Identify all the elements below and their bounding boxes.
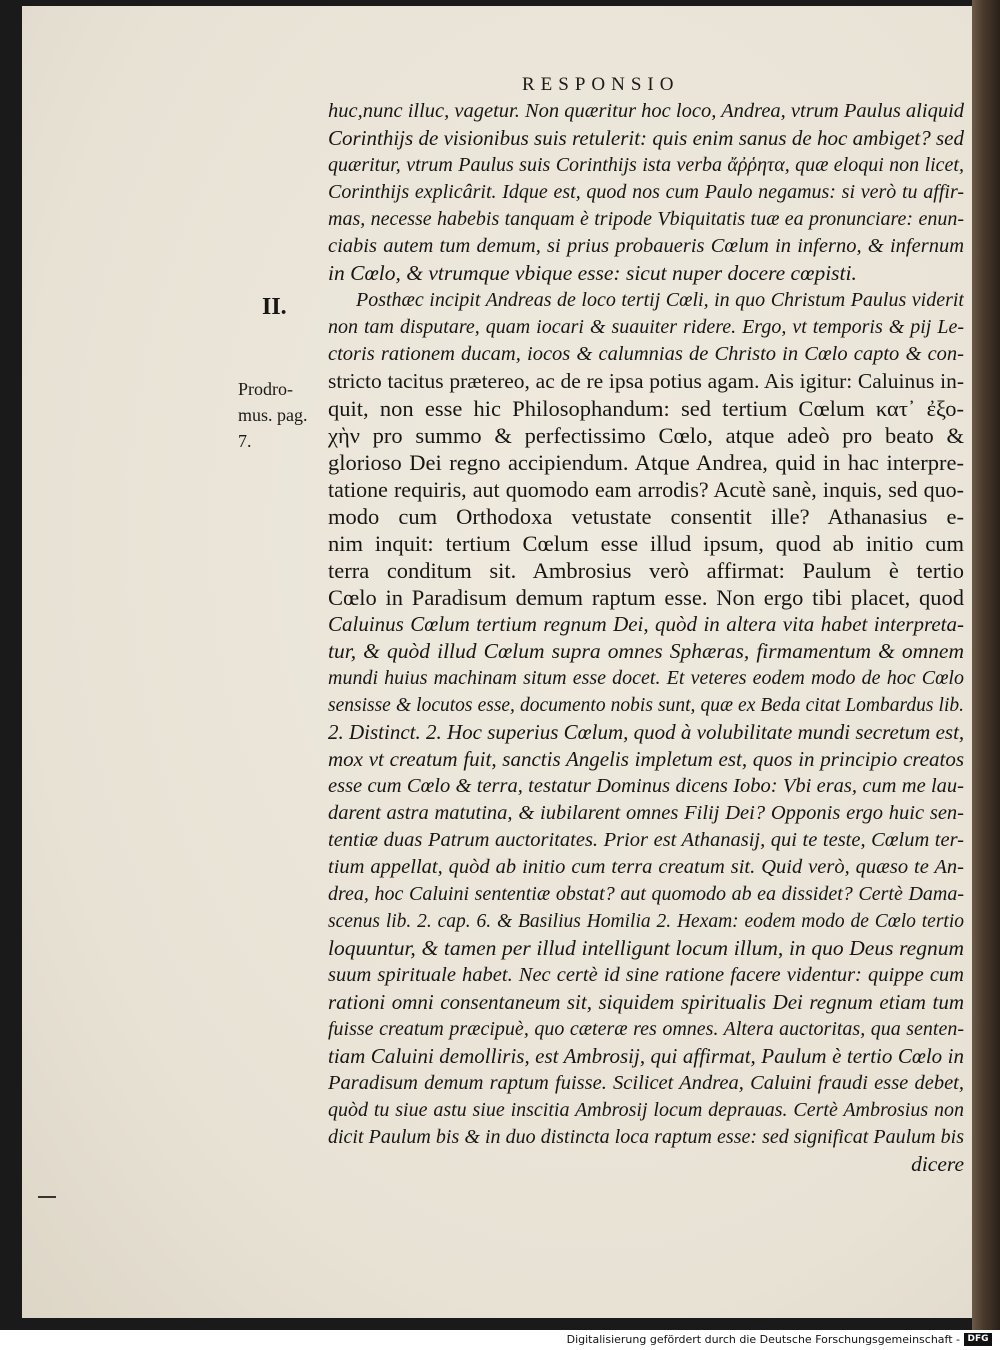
text-line: tatione requiris, aut quomodo eam arrodis? Acutè sanè, inquis, sed quo-	[328, 477, 964, 502]
text-line: in Cœlo, & vtrumque vbique esse: sicut nuper docere cœpisti.	[328, 261, 857, 285]
text-line: Corinthijs explicârit. Idque est, quod nos cum Paulo negamus: si verò tu affir-	[328, 181, 964, 203]
text-line: glorioso Dei regno accipiendum. Atque Andrea, quid in hac interpre-	[328, 450, 964, 475]
text-line: quæritur, vtrum Paulus suis Corinthijs ista verba ἄῤῥητα, quæ eloqui non licet,	[328, 154, 964, 176]
text-line: huc,nunc illuc, vagetur. Non quæritur hoc loco, Andrea, vtrum Paulus aliquid	[328, 100, 964, 122]
text-line: dicit Paulum bis & in duo distincta loca raptum esse: sed significat Paulum bis	[328, 1126, 964, 1148]
text-line: Caluinus Cœlum tertium regnum Dei, quòd in altera vita habet interpreta-	[328, 612, 964, 636]
catchword: dicere	[911, 1152, 964, 1176]
margin-note-line: 7.	[238, 431, 252, 451]
text-line: Cœlo in Paradisum demum raptum esse. Non ergo tibi placet, quod	[328, 585, 964, 610]
text-line: terra conditum sit. Ambrosius verò affirmat: Paulum è tertio	[328, 558, 964, 583]
margin-dash-mark	[38, 1196, 56, 1198]
text-line: stricto tacitus prætereo, ac de re ipsa potius agam. Ais igitur: Caluinus in-	[328, 369, 964, 393]
text-line: tur, & quòd illud Cœlum supra omnes Sphæras, firmamentum & omnem	[328, 639, 964, 663]
text-line: nim inquit: tertium Cœlum esse illud ipsum, quod ab initio cum	[328, 531, 964, 556]
text-line: tentiæ duas Patrum auctoritates. Prior est Athanasij, qui te teste, Cœlum ter-	[328, 829, 964, 851]
page-edge	[972, 0, 1000, 1330]
text-line: darent astra matutina, & iubilarent omnes Filij Dei? Opponis ergo huic sen-	[328, 802, 964, 824]
text-line: tiam Caluini demolliris, est Ambrosij, qui affirmat, Paulum è tertio Cœlo in	[328, 1044, 964, 1068]
text-line: quòd tu siue astu siue inscitia Ambrosij locum deprauas. Certè Ambrosius non	[328, 1099, 964, 1121]
text-line: scenus lib. 2. cap. 6. & Basilius Homilia 2. Hexam: eodem modo de Cœlo tertio	[328, 911, 964, 932]
body-text	[328, 98, 964, 1178]
text-line: modo cum Orthodoxa vetustate consentit ille? Athanasius e-	[328, 504, 964, 529]
funding-credit: Digitalisierung gefördert durch die Deutsche Forschungsgemeinschaft -	[566, 1333, 960, 1346]
text-line: ciabis autem tum demum, si prius probaueris Cœlum in inferno, & infernum	[328, 235, 964, 257]
text-line: esse cum Cœlo & terra, testatur Dominus dicens Iobo: Vbi eras, cum me lau-	[328, 775, 964, 797]
text-line: tium appellat, quòd ab initio cum terra creatum sit. Quid verò, quæso te An-	[328, 856, 964, 878]
margin-note-line: mus. pag.	[238, 405, 308, 425]
text-line: mox vt creatum fuit, sanctis Angelis impletum est, quos in principio creatos	[328, 747, 964, 771]
text-line: drea, hoc Caluini sententiæ obstat? aut quomodo ab ea dissidet? Certè Dama-	[328, 883, 964, 905]
text-line: Paradisum demum raptum fuisse. Scilicet Andrea, Caluini fraudi esse debet,	[328, 1072, 964, 1094]
text-line: mas, necesse habebis tanquam è tripode Vbiquitatis tuæ ea pronunciare: enun-	[328, 208, 964, 230]
text-line: loquuntur, & tamen per illud intelligunt locum illum, in quo Deus regnum	[328, 936, 964, 960]
text-line: Posthæc incipit Andreas de loco tertij Cœli, in quo Christum Paulus viderit	[356, 289, 964, 311]
section-number: II.	[262, 294, 287, 320]
text-line: suum spirituale habet. Nec certè id sine ratione facere videntur: quippe cum	[328, 964, 964, 986]
text-line: mundi huius machinam situm esse docet. Et veteres eodem modo de hoc Cœlo	[328, 667, 964, 689]
text-line: quit, non esse hic Philosophandum: sed tertium Cœlum κατ᾽ ἐξο-	[328, 396, 964, 421]
text-line: Corinthijs de visionibus suis retulerit: quis enim sanus de hoc ambiget? sed	[328, 126, 964, 150]
text-line: rationi omni consentaneum sit, siquidem spiritualis Dei regnum etiam tum	[328, 990, 964, 1014]
footer-bar	[0, 1330, 1000, 1350]
text-line: sensisse & locutos esse, documento nobis sunt, quæ ex Beda citat Lombardus lib.	[328, 695, 964, 716]
running-head: RESPONSIO	[522, 74, 680, 95]
text-line: χὴν pro summo & perfectissimo Cœlo, atque adeò pro beato &	[328, 423, 964, 448]
text-line: 2. Distinct. 2. Hoc superius Cœlum, quod à volubilitate mundi secretum est,	[328, 720, 964, 744]
text-line: fuisse creatum præcipuè, quo cæteræ res omnes. Altera auctoritas, qua senten-	[328, 1018, 964, 1040]
text-line: non tam disputare, quam iocari & suauiter ridere. Ergo, vt temporis & pij Le-	[328, 316, 964, 338]
margin-note	[238, 376, 318, 454]
dfg-logo: DFG	[964, 1333, 992, 1346]
text-line: ctoris rationem ducam, iocos & calumnias de Christo in Cœlo capto & con-	[328, 343, 964, 365]
margin-note-line: Prodro-	[238, 379, 293, 399]
